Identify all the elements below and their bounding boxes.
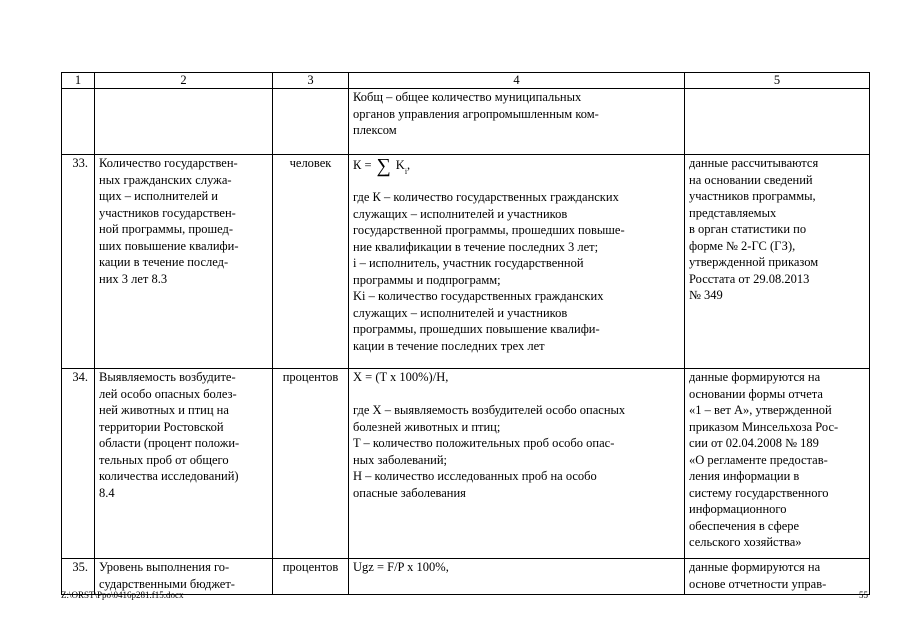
formula-description-cell: [349, 155, 685, 369]
formula: X = (T x 100%)/H,: [353, 370, 449, 384]
unit-cell: человек: [273, 155, 349, 369]
table-row: [62, 89, 870, 155]
source-cell: данные формируются на основании формы отчета «1 – вет А», утвержденной приказом Минсельхоза Рос- сии от 02.04.2008 № 189 «О регламенте предостав- ления информации в систему государственного информационного обеспечения в сфере сельского хозяйства»: [685, 369, 870, 559]
header-col-3: 3: [273, 73, 349, 89]
unit-cell: процентов: [273, 369, 349, 559]
indicator-name-cell: [95, 89, 273, 155]
table-row: [62, 369, 870, 559]
header-col-5: 5: [685, 73, 870, 89]
indicator-name-cell: Уровень выполнения го- сударственными бюджет-: [95, 559, 273, 595]
file-path-footer: Z:\ORST\Ppo\0416p281.f15.docx: [61, 590, 184, 600]
indicator-name-cell: Выявляемость возбудите- лей особо опасных болез- ней животных и птиц на территории Ростовской области (процент положи- тельных проб от общего количества исследований) 8.4: [95, 369, 273, 559]
description-cell: Кобщ – общее количество муниципальных органов управления агропромышленным ком- плексом: [349, 89, 685, 155]
formula-description-cell: [349, 369, 685, 559]
header-col-4: 4: [349, 73, 685, 89]
source-cell: данные рассчитываются на основании сведений участников программы, представляемых в орган статистики по форме № 2-ГС (ГЗ), утвержденной приказом Росстата от 29.08.2013 № 349: [685, 155, 870, 369]
formula-description: где К – количество государственных гражданских служащих – исполнителей и участников государственной программы, прошедших повышe- ние квалификации в течение последних 3 лет; i – исполнитель, участник государственной программы и подпрограмм; Ki – количество государственных гражданских служащих – исполнителей и участников программы, прошедших повышение квалифи- кации в течение последних трех лет: [353, 190, 625, 353]
header-col-1: 1: [62, 73, 95, 89]
formula-description: где X – выявляемость возбудителей особо опасных болезней животных и птиц; T – количество положительных проб особо опас- ных заболеваний; Н – количество исследованных проб на особо опасные заболевания: [353, 403, 626, 500]
indicators-table: [61, 72, 870, 595]
formula-lhs: К =: [353, 158, 372, 172]
indicator-name-cell: Количество государствен- ных гражданских служа- щих – исполнителей и участников государствен- ной программы, прошед- ших повышение квалифи- кации в течение послед- них 3 лет 8.3: [95, 155, 273, 369]
row-number-cell: [62, 89, 95, 155]
page-number: 55: [859, 590, 868, 600]
table-header-row: [62, 73, 870, 89]
formula-variable: K: [395, 158, 405, 172]
sigma-symbol: ∑: [376, 155, 391, 177]
formula: Ugz = F/P x 100%,: [353, 560, 449, 574]
formula: [353, 155, 680, 189]
unit-cell: процентов: [273, 559, 349, 595]
unit-cell: [273, 89, 349, 155]
table-row: [62, 155, 870, 369]
header-col-2: 2: [95, 73, 273, 89]
row-number-cell: 35.: [62, 559, 95, 595]
source-cell: [685, 89, 870, 155]
source-cell: данные формируются на основе отчетности управ-: [685, 559, 870, 595]
formula-tail: ,: [407, 158, 411, 172]
row-number-cell: 34.: [62, 369, 95, 559]
formula-description-cell: [349, 559, 685, 595]
formula-subscript: i: [404, 167, 408, 176]
row-number-cell: 33.: [62, 155, 95, 369]
